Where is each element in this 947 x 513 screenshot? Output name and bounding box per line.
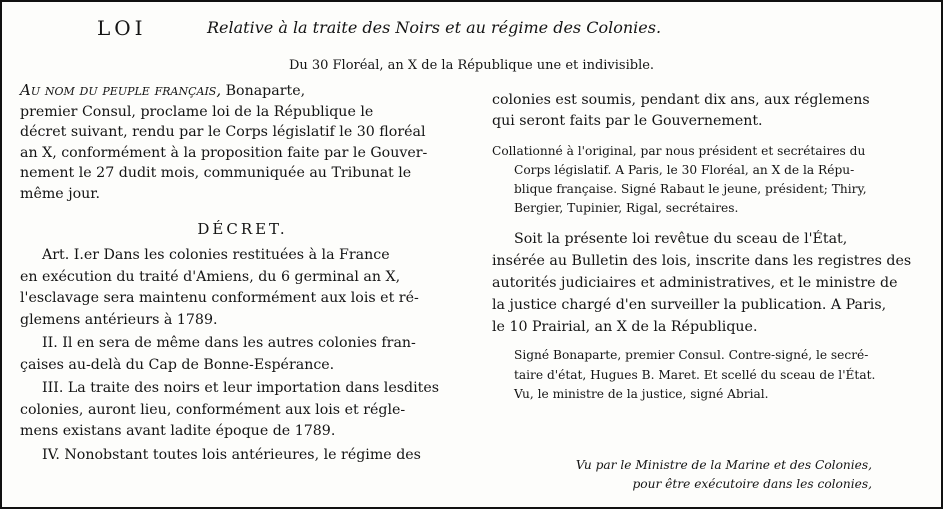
preamble-line bbox=[20, 80, 465, 102]
preamble bbox=[20, 80, 465, 204]
preamble-line-0: Bonaparte, bbox=[221, 83, 306, 99]
article-line: çaises au-delà du Cap de Bonne-Espérance. bbox=[20, 356, 335, 373]
preamble-line-1: premier Consul, proclame loi de la République le bbox=[20, 103, 374, 120]
endorsement-line: pour être exécutoire dans les colonies, bbox=[632, 477, 872, 491]
article-4-continuation bbox=[492, 90, 932, 132]
preamble-line-3: an X, conformément à la proposition faite par le Gouver- bbox=[20, 144, 428, 161]
signature-line: Vu, le ministre de la justice, signé Abrial. bbox=[514, 387, 769, 401]
preamble-line-4: nement le 27 dudit mois, communiquée au Tribunat le bbox=[20, 165, 412, 181]
ministry-endorsement bbox=[532, 456, 872, 494]
preamble-line-2: décret suivant, rendu par le Corps législatif le 30 floréal bbox=[20, 124, 426, 140]
signature-line: Signé Bonaparte, premier Consul. Contre-signé, le secré- bbox=[514, 348, 869, 362]
promulgation-line: insérée au Bulletin des lois, inscrite dans les registres des bbox=[492, 253, 912, 269]
article-3 bbox=[20, 378, 465, 443]
article-line: mens existans avant ladite époque de 1789. bbox=[20, 423, 336, 439]
promulgation bbox=[492, 228, 932, 338]
article-line: l'esclavage sera maintenu conformément aux lois et ré- bbox=[20, 290, 419, 306]
article-1 bbox=[20, 245, 465, 331]
article-line: Art. I.er Dans les colonies restituées à la France bbox=[42, 247, 390, 263]
law-subtitle: Relative à la traite des Noirs et au régime des Colonies. bbox=[207, 18, 662, 37]
article-line: qui seront faits par le Gouvernement. bbox=[492, 113, 763, 129]
article-line: III. La traite des noirs et leur importation dans lesdites bbox=[42, 380, 440, 396]
article-line: colonies est soumis, pendant dix ans, aux réglemens bbox=[492, 92, 870, 108]
attestation-line: Bergier, Tupinier, Rigal, secrétaires. bbox=[514, 201, 739, 215]
promulgation-line: la justice chargé d'en surveiller la publication. A Paris, bbox=[492, 297, 887, 313]
signatures bbox=[492, 346, 932, 405]
right-column bbox=[492, 90, 932, 405]
promulgation-line: Soit la présente loi revêtue du sceau de l'État, bbox=[514, 231, 848, 247]
law-title: LOI bbox=[97, 16, 147, 40]
attestation-line: blique française. Signé Rabaut le jeune, président; Thiry, bbox=[514, 182, 867, 196]
article-line: colonies, auront lieu, conformément aux lois et régle- bbox=[20, 401, 406, 418]
article-line: IV. Nonobstant toutes lois antérieures, le régime des bbox=[42, 446, 421, 463]
attestation bbox=[492, 142, 932, 218]
article-line: glemens antérieurs à 1789. bbox=[20, 311, 218, 328]
attestation-line: Corps législatif. A Paris, le 30 Floréal, an X de la Répu- bbox=[514, 163, 855, 177]
preamble-opening: Au nom du peuple français, bbox=[20, 81, 222, 99]
article-4 bbox=[20, 445, 465, 467]
endorsement-line: Vu par le Ministre de la Marine et des Colonies, bbox=[575, 458, 872, 472]
dateline: Du 30 Floréal, an X de la République une et indivisible. bbox=[288, 58, 655, 73]
decret-heading: DÉCRET. bbox=[197, 220, 288, 238]
preamble-line-5: même jour. bbox=[20, 185, 101, 202]
article-line: en exécution du traité d'Amiens, du 6 germinal an X, bbox=[20, 268, 401, 285]
article-2 bbox=[20, 333, 465, 376]
promulgation-line: autorités judiciaires et administratives, et le ministre de bbox=[492, 275, 898, 291]
attestation-line: Collationné à l'original, par nous président et secrétaires du bbox=[492, 144, 866, 158]
left-column bbox=[20, 80, 465, 468]
article-line: II. Il en sera de même dans les autres colonies fran- bbox=[42, 335, 416, 351]
promulgation-line: le 10 Prairial, an X de la République. bbox=[492, 319, 758, 335]
signature-line: taire d'état, Hugues B. Maret. Et scellé du sceau de l'État. bbox=[514, 367, 876, 382]
